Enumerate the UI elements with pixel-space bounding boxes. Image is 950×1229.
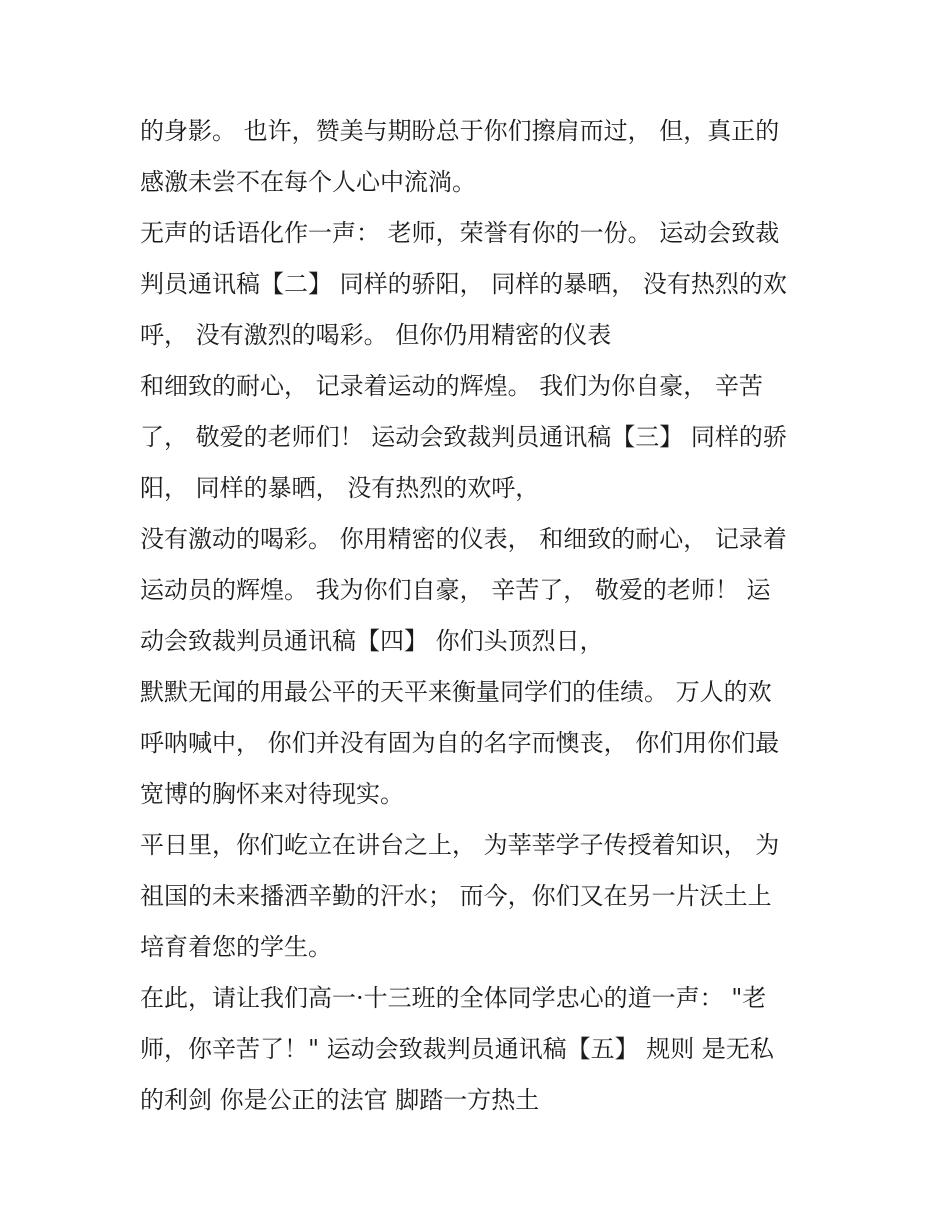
text-line: 判员通讯稿【二】 同样的骄阳， 同样的暴晒， 没有热烈的欢 [140,270,787,298]
text-line: 感激未尝不在每个人心中流淌。 [140,168,476,196]
text-line: 在此，请让我们高一·十三班的全体同学忠心的道一声： "老 [140,984,767,1012]
text-line: 宽博的胸怀来对待现实。 [140,780,404,808]
text-line: 阳， 同样的暴晒， 没有热烈的欢呼， [140,474,540,502]
text-line: 动会致裁判员通讯稿【四】 你们头顶烈日， [140,627,604,655]
text-line: 师，你辛苦了！" 运动会致裁判员通讯稿【五】 规则 是无私 [140,1035,774,1063]
text-line: 和细致的耐心， 记录着运动的辉煌。 我们为你自豪， 辛苦 [140,372,763,400]
body-text [140,106,840,1126]
text-line: 呼， 没有激烈的喝彩。 但你仍用精密的仪表 [140,321,612,349]
text-line: 的利剑 你是公正的法官 脚踏一方热土 [140,1086,540,1114]
text-line: 的身影。 也许，赞美与期盼总于你们擦肩而过， 但，真正的 [140,117,780,145]
text-line: 没有激动的喝彩。 你用精密的仪表， 和细致的耐心， 记录着 [140,525,787,553]
text-line: 默默无闻的用最公平的天平来衡量同学们的佳绩。 万人的欢 [140,678,772,706]
text-line: 无声的话语化作一声： 老师，荣誉有你的一份。 运动会致裁 [140,219,780,247]
text-line: 呼呐喊中， 你们并没有固为自的名字而懊丧， 你们用你们最 [140,729,780,757]
text-line: 祖国的未来播洒辛勤的汗水； 而今，你们又在另一片沃土上 [140,882,772,910]
text-line: 运动员的辉煌。 我为你们自豪， 辛苦了， 敬爱的老师！ 运 [140,576,771,604]
text-line: 培育着您的学生。 [140,933,332,961]
text-line: 了， 敬爱的老师们！ 运动会致裁判员通讯稿【三】 同样的骄 [140,423,787,451]
text-line: 平日里，你们屹立在讲台之上， 为莘莘学子传授着知识， 为 [140,831,780,859]
